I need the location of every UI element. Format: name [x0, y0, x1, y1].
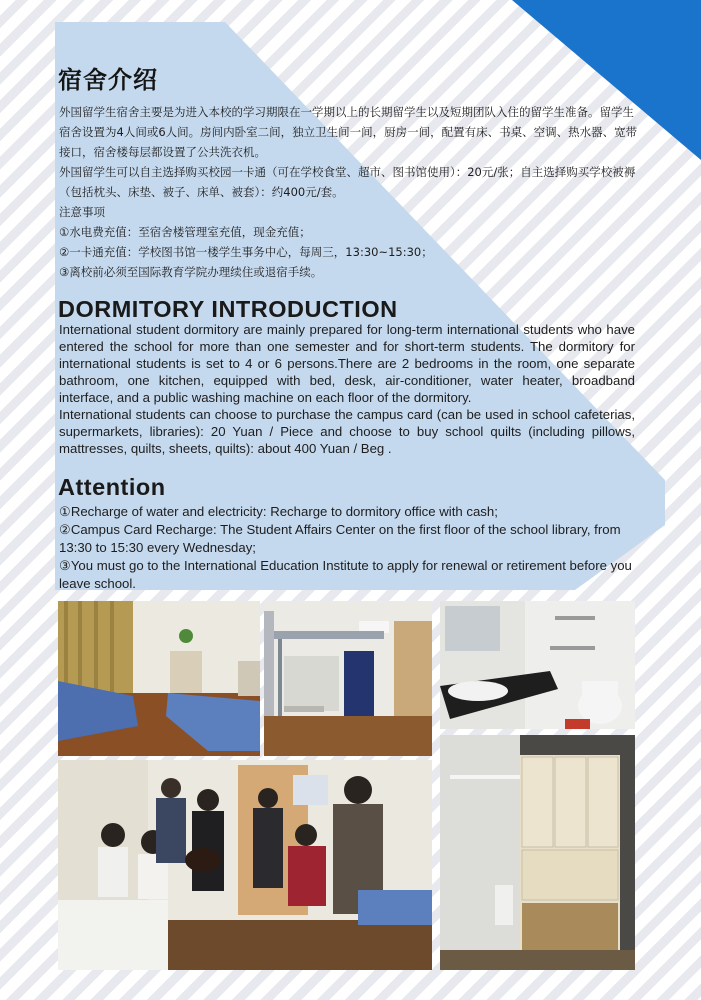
bedroom-photo — [58, 601, 260, 756]
attention-item-2: ②Campus Card Recharge: The Student Affairs Center on the first floor of the school library, from 13:30 to 15:30 every Wednesday; — [59, 522, 621, 555]
attention-text-block — [59, 503, 635, 593]
cn-notice-heading: 注意事项 — [59, 205, 105, 219]
en-paragraph-1: International student dormitory are mainly prepared for long-term international students who have entered the school for more than one semester and for short-term students. The dormitory for international students is set to 4 or 6 persons.There are 2 bedrooms in the room, one separate bathroom, one kitchen, equipped with bed, desk, air-conditioner, water heater, broadband interface, and a public washing machine on each floor of the dormitory. — [59, 322, 635, 405]
cn-paragraph-1: 外国留学生宿舍主要是为进入本校的学习期限在一学期以上的长期留学生以及短期团队入住的留学生准备。留学生宿舍设置为4人间或6人间。房间内卧室二间，独立卫生间一间，厨房一间，配置有床、书桌、空调、热水器、宽带接口，宿舍楼每层都设置了公共洗衣机。 — [59, 105, 638, 159]
attention-item-3: ③You must go to the International Education Institute to apply for renewal or retirement before you leave school. — [59, 558, 632, 591]
attention-title: Attention — [58, 474, 166, 500]
loft-bed-photo — [264, 601, 432, 756]
en-title: DORMITORY INTRODUCTION — [58, 296, 398, 322]
cn-title: 宿舍介绍 — [58, 66, 158, 94]
cn-notice-item-1: ①水电费充值：至宿舍楼管理室充值，现金充值； — [59, 225, 311, 239]
wardrobe-photo — [440, 735, 635, 970]
en-text-block — [59, 321, 635, 457]
cn-notice-item-2: ②一卡通充值：学校图书馆一楼学生事务中心，每周三，13:30~15:30； — [59, 245, 433, 259]
bathroom-photo — [440, 601, 635, 729]
attention-item-1: ①Recharge of water and electricity: Recharge to dormitory office with cash; — [59, 504, 498, 519]
cn-text-block — [59, 102, 639, 282]
cn-paragraph-2: 外国留学生可以自主选择购买校园一卡通（可在学校食堂、超市、图书馆使用）：20元/张；自主选择购买学校被褥（包括枕头、床垫、被子、床单、被套）：约400元/套。 — [59, 165, 636, 199]
cn-notice-item-3: ③离校前必须至国际教育学院办理续住或退宿手续。 — [59, 265, 323, 279]
en-paragraph-2: International students can choose to purchase the campus card (can be used in school cafeterias, supermarkets, libraries): 20 Yuan / Piece and choose to buy school quilts (including pillows, mattresses, quilts, sheets, quilts): about 400 Yuan / Beg . — [59, 407, 635, 456]
students-photo — [58, 760, 432, 970]
